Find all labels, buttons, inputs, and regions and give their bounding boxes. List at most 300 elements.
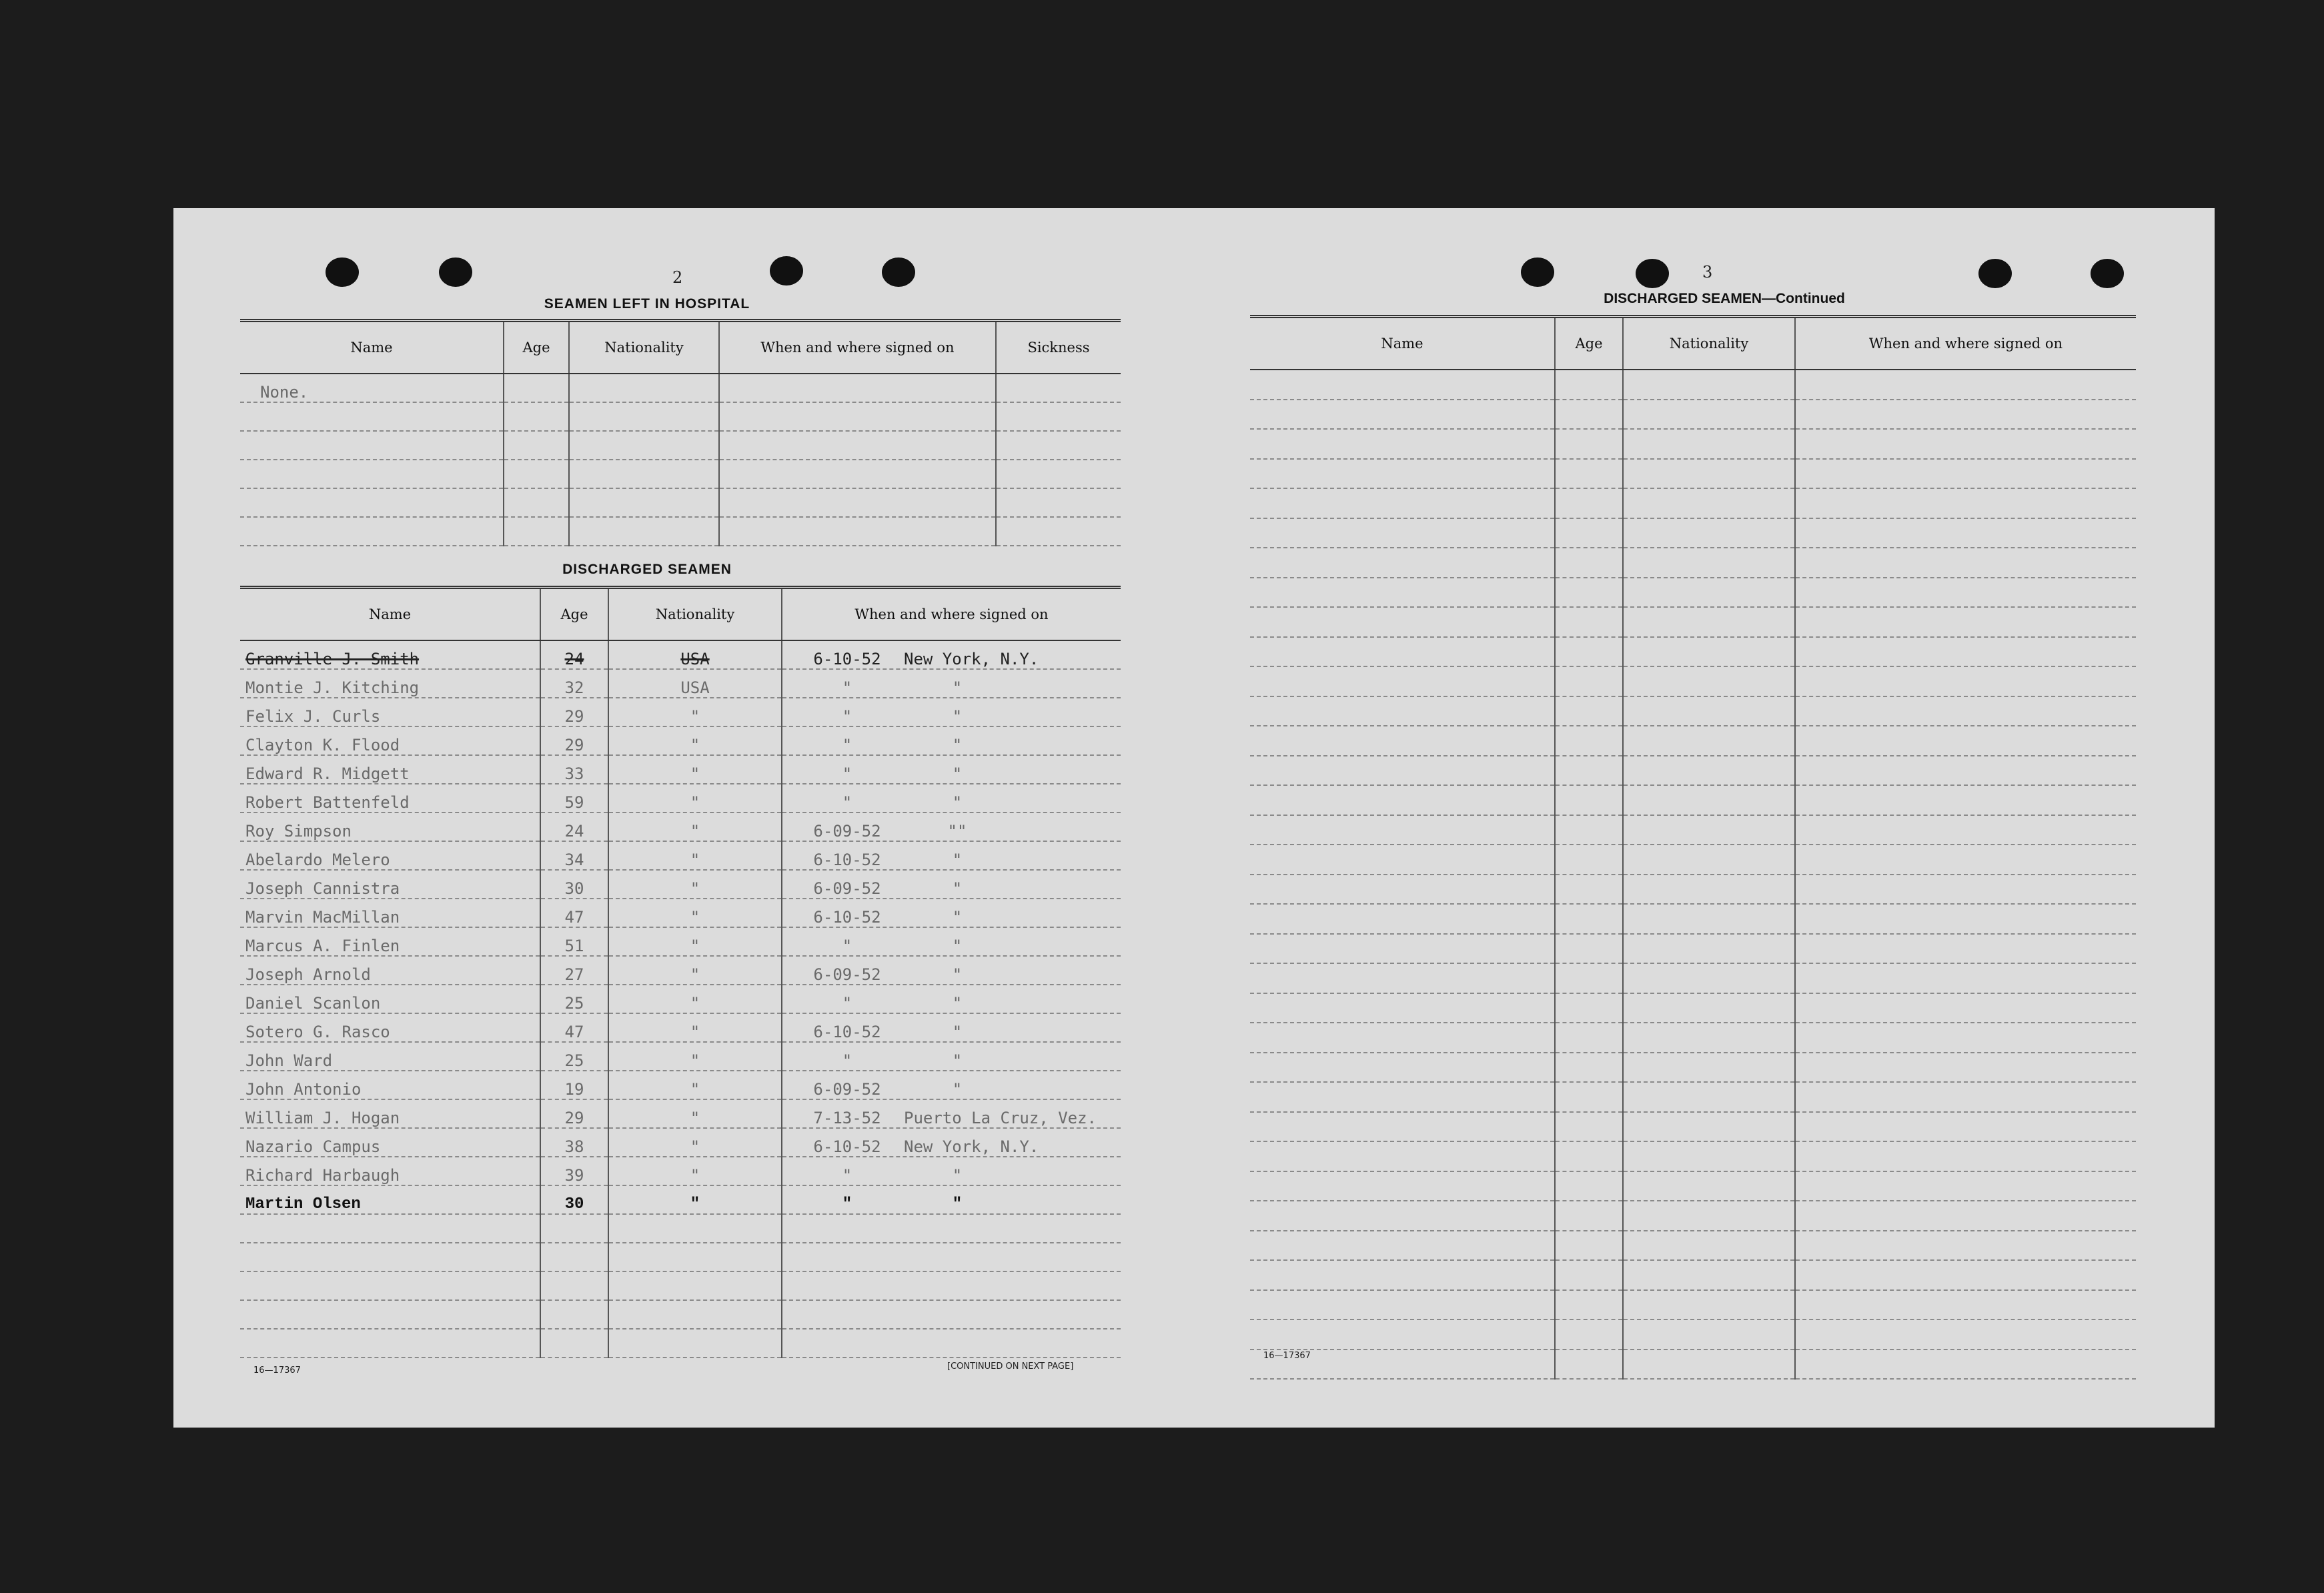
blank-cell <box>1250 1319 1555 1350</box>
signed-on-cell <box>782 899 1121 927</box>
nationality-cell: " <box>608 899 782 927</box>
blank-cell <box>1623 1053 1795 1083</box>
punch-hole <box>1521 257 1554 287</box>
table-row <box>240 431 1121 460</box>
hospital-section-title: SEAMEN LEFT IN HOSPITAL <box>544 296 750 312</box>
table-row <box>240 841 1121 870</box>
blank-cell <box>1555 815 1623 845</box>
blank-cell <box>1555 1290 1623 1320</box>
table-row <box>1250 1082 2136 1112</box>
table-row <box>240 1300 1121 1329</box>
blank-cell <box>1623 429 1795 459</box>
name-cell <box>240 1300 540 1329</box>
signed-place: " <box>952 937 963 955</box>
column-header: Nationality <box>608 588 782 641</box>
name-cell: Sotero G. Rasco <box>240 1013 540 1042</box>
blank-cell <box>1555 488 1623 518</box>
blank-cell <box>1623 607 1795 637</box>
name-cell <box>240 431 504 460</box>
signed-place: " <box>952 1023 963 1041</box>
blank-cell <box>1795 1350 2136 1380</box>
signed-place: " <box>952 678 963 697</box>
signed-on-cell <box>782 956 1121 985</box>
signed-place: " <box>952 1166 963 1185</box>
name-cell: Edward R. Midgett <box>240 755 540 784</box>
signed-on-cell <box>782 1185 1121 1214</box>
table-row <box>1250 815 2136 845</box>
signed-place: New York, N.Y. <box>904 650 1039 668</box>
name-cell <box>240 460 504 488</box>
signed-on-cell <box>782 1214 1121 1243</box>
punch-hole <box>326 257 359 287</box>
age-cell <box>540 1300 608 1329</box>
name-cell: William J. Hogan <box>240 1099 540 1128</box>
age-cell: 34 <box>540 841 608 870</box>
table-row <box>240 1042 1121 1071</box>
blank-cell <box>1250 993 1555 1023</box>
left-form-number: 16—17367 <box>253 1366 301 1376</box>
table-row <box>240 956 1121 985</box>
signed-date: 7-13-52 <box>813 1109 881 1127</box>
nationality-cell: " <box>608 813 782 841</box>
blank-cell <box>1623 1350 1795 1380</box>
blank-cell <box>1795 400 2136 430</box>
name-cell: John Antonio <box>240 1071 540 1099</box>
blank-cell <box>1623 1171 1795 1201</box>
continued-note: [CONTINUED ON NEXT PAGE] <box>947 1362 1074 1372</box>
name-cell: Abelardo Melero <box>240 841 540 870</box>
blank-cell <box>1250 1082 1555 1112</box>
signed-on-cell <box>782 1013 1121 1042</box>
nationality-cell <box>608 1329 782 1358</box>
signed-date: 6-10-52 <box>813 1137 881 1156</box>
column-header: Name <box>240 321 504 374</box>
nationality-cell: " <box>608 1099 782 1128</box>
signed-on-cell <box>782 1300 1121 1329</box>
signed-date: " <box>842 937 852 955</box>
blank-cell <box>1795 607 2136 637</box>
blank-cell <box>1795 1023 2136 1053</box>
name-cell: Roy Simpson <box>240 813 540 841</box>
blank-cell <box>1555 459 1623 489</box>
sickness-cell <box>996 517 1121 546</box>
signed-place: " <box>952 764 963 783</box>
blank-cell <box>1623 637 1795 667</box>
blank-cell <box>1555 1141 1623 1171</box>
name-cell <box>240 1329 540 1358</box>
age-cell <box>504 488 569 517</box>
table-row <box>240 985 1121 1013</box>
table-row <box>240 374 1121 402</box>
signed-on-cell <box>782 1329 1121 1358</box>
nationality-cell: " <box>608 985 782 1013</box>
table-row <box>240 726 1121 755</box>
blank-cell <box>1250 1141 1555 1171</box>
blank-cell <box>1250 607 1555 637</box>
table-row <box>1250 578 2136 608</box>
blank-cell <box>1623 548 1795 578</box>
table-row <box>1250 1201 2136 1231</box>
blank-cell <box>1795 1112 2136 1142</box>
signed-place: " <box>952 994 963 1013</box>
blank-cell <box>1623 578 1795 608</box>
column-header: Age <box>540 588 608 641</box>
blank-cell <box>1555 1082 1623 1112</box>
signed-place: New York, N.Y. <box>904 1137 1039 1156</box>
nationality-cell: " <box>608 1185 782 1214</box>
blank-cell <box>1250 578 1555 608</box>
blank-cell <box>1555 696 1623 726</box>
punch-hole <box>1978 259 2012 288</box>
table-row <box>1250 459 2136 489</box>
blank-cell <box>1250 548 1555 578</box>
nationality-cell: " <box>608 698 782 726</box>
table-row <box>1250 1053 2136 1083</box>
blank-cell <box>1250 845 1555 875</box>
signed-on-cell <box>782 1271 1121 1300</box>
blank-cell <box>1795 815 2136 845</box>
table-row <box>240 1185 1121 1214</box>
signed-date: " <box>842 1195 852 1213</box>
table-row <box>240 755 1121 784</box>
blank-cell <box>1623 875 1795 905</box>
signed-on-cell <box>782 640 1121 669</box>
blank-cell <box>1795 518 2136 548</box>
name-cell <box>240 1243 540 1271</box>
blank-cell <box>1555 518 1623 548</box>
signed-date: " <box>842 707 852 726</box>
table-row <box>240 1271 1121 1300</box>
table-row <box>240 488 1121 517</box>
table-row <box>240 899 1121 927</box>
table-row <box>1250 1319 2136 1350</box>
blank-cell <box>1250 963 1555 993</box>
blank-cell <box>1623 518 1795 548</box>
age-cell <box>540 1214 608 1243</box>
ledger-sheet <box>173 208 2215 1428</box>
sickness-cell <box>996 460 1121 488</box>
signed-on-cell <box>719 460 996 488</box>
blank-cell <box>1250 1231 1555 1261</box>
signed-date: 6-10-52 <box>813 650 881 668</box>
column-header: Sickness <box>996 321 1121 374</box>
blank-cell <box>1250 1112 1555 1142</box>
name-cell <box>240 488 504 517</box>
nationality-cell: " <box>608 1042 782 1071</box>
nationality-cell: " <box>608 927 782 956</box>
name-cell: Joseph Cannistra <box>240 870 540 899</box>
blank-cell <box>1555 875 1623 905</box>
right-page-title: DISCHARGED SEAMEN—Continued <box>1604 291 1845 306</box>
blank-cell <box>1795 1290 2136 1320</box>
nationality-cell <box>569 460 719 488</box>
blank-cell <box>1555 578 1623 608</box>
blank-cell <box>1795 548 2136 578</box>
table-row <box>240 698 1121 726</box>
blank-cell <box>1555 1350 1623 1380</box>
column-header: Nationality <box>1623 317 1795 370</box>
signed-date: " <box>842 1166 852 1185</box>
name-cell <box>240 1214 540 1243</box>
signed-place: Puerto La Cruz, Vez. <box>904 1109 1097 1127</box>
table-row <box>1250 488 2136 518</box>
discharged-table <box>240 586 1121 1358</box>
table-row <box>1250 1141 2136 1171</box>
blank-cell <box>1795 845 2136 875</box>
table-row <box>240 1157 1121 1185</box>
name-cell: Robert Battenfeld <box>240 784 540 813</box>
nationality-cell: " <box>608 870 782 899</box>
signed-date: 6-10-52 <box>813 1023 881 1041</box>
age-cell <box>504 431 569 460</box>
nationality-cell <box>608 1243 782 1271</box>
age-cell: 33 <box>540 755 608 784</box>
discharged-continued-table <box>1250 315 2136 1380</box>
blank-cell <box>1250 1171 1555 1201</box>
blank-cell <box>1795 726 2136 756</box>
age-cell: 24 <box>540 640 608 669</box>
blank-cell <box>1555 1053 1623 1083</box>
signed-place: " <box>952 879 963 898</box>
signed-on-cell <box>782 813 1121 841</box>
age-cell: 39 <box>540 1157 608 1185</box>
nationality-cell <box>608 1300 782 1329</box>
blank-cell <box>1623 696 1795 726</box>
name-cell: Daniel Scanlon <box>240 985 540 1013</box>
blank-cell <box>1250 904 1555 934</box>
table-row <box>1250 963 2136 993</box>
punch-hole <box>770 256 803 286</box>
name-cell <box>240 402 504 431</box>
blank-cell <box>1795 1201 2136 1231</box>
blank-cell <box>1250 1201 1555 1231</box>
blank-cell <box>1623 370 1795 400</box>
blank-cell <box>1623 993 1795 1023</box>
right-page-number: 3 <box>1702 263 1713 282</box>
blank-cell <box>1795 785 2136 815</box>
signed-place: " <box>952 965 963 984</box>
nationality-cell <box>569 517 719 546</box>
blank-cell <box>1623 488 1795 518</box>
table-row <box>240 1128 1121 1157</box>
signed-date: 6-09-52 <box>813 879 881 898</box>
signed-on-cell <box>719 517 996 546</box>
name-cell: Richard Harbaugh <box>240 1157 540 1185</box>
age-cell <box>504 374 569 402</box>
punch-hole <box>1636 259 1669 288</box>
table-row <box>240 1099 1121 1128</box>
blank-cell <box>1623 815 1795 845</box>
name-cell: Nazario Campus <box>240 1128 540 1157</box>
table-row <box>1250 400 2136 430</box>
age-cell: 59 <box>540 784 608 813</box>
blank-cell <box>1623 1082 1795 1112</box>
signed-place: " <box>952 1195 963 1213</box>
blank-cell <box>1555 1112 1623 1142</box>
table-row <box>1250 1290 2136 1320</box>
signed-place: " <box>952 1080 963 1099</box>
table-row <box>1250 696 2136 726</box>
blank-cell <box>1795 875 2136 905</box>
name-cell: Montie J. Kitching <box>240 669 540 698</box>
table-row <box>1250 875 2136 905</box>
blank-cell <box>1623 785 1795 815</box>
table-row <box>1250 726 2136 756</box>
blank-cell <box>1623 1201 1795 1231</box>
blank-cell <box>1250 1290 1555 1320</box>
blank-cell <box>1250 488 1555 518</box>
blank-cell <box>1250 726 1555 756</box>
age-cell: 51 <box>540 927 608 956</box>
signed-date: 6-10-52 <box>813 908 881 927</box>
table-row <box>1250 1023 2136 1053</box>
table-row <box>1250 1350 2136 1380</box>
blank-cell <box>1795 934 2136 964</box>
blank-cell <box>1250 756 1555 786</box>
blank-cell <box>1795 1319 2136 1350</box>
blank-cell <box>1623 1260 1795 1290</box>
blank-cell <box>1795 696 2136 726</box>
age-cell: 25 <box>540 1042 608 1071</box>
blank-cell <box>1250 1023 1555 1053</box>
age-cell: 24 <box>540 813 608 841</box>
blank-cell <box>1795 1053 2136 1083</box>
column-header: Age <box>504 321 569 374</box>
age-cell: 47 <box>540 899 608 927</box>
blank-cell <box>1795 963 2136 993</box>
blank-cell <box>1795 1260 2136 1290</box>
column-header: Name <box>1250 317 1555 370</box>
blank-cell <box>1795 666 2136 696</box>
name-cell: Martin Olsen <box>240 1185 540 1214</box>
age-cell: 32 <box>540 669 608 698</box>
signed-place: " <box>952 851 963 869</box>
punch-hole <box>882 257 915 287</box>
signed-on-cell <box>782 1243 1121 1271</box>
signed-on-cell <box>782 784 1121 813</box>
blank-cell <box>1623 400 1795 430</box>
sickness-cell <box>996 374 1121 402</box>
signed-on-cell <box>782 1042 1121 1071</box>
table-row <box>240 927 1121 956</box>
table-row <box>1250 1112 2136 1142</box>
nationality-cell: " <box>608 755 782 784</box>
table-row <box>1250 904 2136 934</box>
nationality-cell: " <box>608 1128 782 1157</box>
signed-place: " <box>952 736 963 754</box>
blank-cell <box>1623 726 1795 756</box>
blank-cell <box>1555 429 1623 459</box>
name-cell <box>240 1271 540 1300</box>
blank-cell <box>1623 1319 1795 1350</box>
signed-date: 6-09-52 <box>813 965 881 984</box>
blank-cell <box>1623 1231 1795 1261</box>
blank-cell <box>1795 488 2136 518</box>
age-cell: 29 <box>540 726 608 755</box>
name-cell: Granville J. Smith <box>240 640 540 669</box>
table-row <box>1250 607 2136 637</box>
blank-cell <box>1555 637 1623 667</box>
signed-on-cell <box>719 488 996 517</box>
blank-cell <box>1623 845 1795 875</box>
signed-date: " <box>842 678 852 697</box>
table-row <box>240 640 1121 669</box>
blank-cell <box>1555 785 1623 815</box>
table-row <box>1250 934 2136 964</box>
signed-place: "" <box>947 822 967 841</box>
age-cell: 47 <box>540 1013 608 1042</box>
table-row <box>1250 637 2136 667</box>
blank-cell <box>1555 666 1623 696</box>
age-cell <box>504 460 569 488</box>
blank-cell <box>1250 1053 1555 1083</box>
table-row <box>1250 1171 2136 1201</box>
table-row <box>1250 429 2136 459</box>
column-header: Age <box>1555 317 1623 370</box>
blank-cell <box>1555 963 1623 993</box>
age-cell <box>540 1271 608 1300</box>
nationality-cell <box>569 431 719 460</box>
table-row <box>240 1214 1121 1243</box>
column-header: When and where signed on <box>1795 317 2136 370</box>
blank-cell <box>1250 934 1555 964</box>
blank-cell <box>1555 934 1623 964</box>
blank-cell <box>1795 578 2136 608</box>
blank-cell <box>1250 637 1555 667</box>
age-cell: 30 <box>540 1185 608 1214</box>
blank-cell <box>1795 904 2136 934</box>
sickness-cell <box>996 402 1121 431</box>
blank-cell <box>1623 1141 1795 1171</box>
signed-on-cell <box>782 870 1121 899</box>
signed-on-cell <box>782 841 1121 870</box>
age-cell: 27 <box>540 956 608 985</box>
discharged-section-title: DISCHARGED SEAMEN <box>562 562 732 577</box>
signed-date: " <box>842 736 852 754</box>
nationality-cell <box>608 1214 782 1243</box>
table-row <box>1250 1231 2136 1261</box>
signed-on-cell <box>719 374 996 402</box>
age-cell: 29 <box>540 698 608 726</box>
blank-cell <box>1555 1171 1623 1201</box>
blank-cell <box>1555 607 1623 637</box>
nationality-cell: " <box>608 1013 782 1042</box>
signed-on-cell <box>782 1157 1121 1185</box>
blank-cell <box>1250 696 1555 726</box>
table-row <box>240 870 1121 899</box>
nationality-cell: USA <box>608 640 782 669</box>
column-header: Nationality <box>569 321 719 374</box>
blank-cell <box>1250 370 1555 400</box>
age-cell: 25 <box>540 985 608 1013</box>
signed-place: " <box>952 793 963 812</box>
blank-cell <box>1250 429 1555 459</box>
sickness-cell <box>996 431 1121 460</box>
signed-on-cell <box>782 698 1121 726</box>
blank-cell <box>1623 666 1795 696</box>
table-row <box>240 460 1121 488</box>
name-cell: None. <box>240 374 504 402</box>
table-row <box>1250 785 2136 815</box>
blank-cell <box>1795 637 2136 667</box>
blank-cell <box>1795 756 2136 786</box>
table-row <box>240 784 1121 813</box>
blank-cell <box>1250 518 1555 548</box>
age-cell: 38 <box>540 1128 608 1157</box>
blank-cell <box>1623 963 1795 993</box>
blank-cell <box>1555 370 1623 400</box>
signed-date: " <box>842 764 852 783</box>
